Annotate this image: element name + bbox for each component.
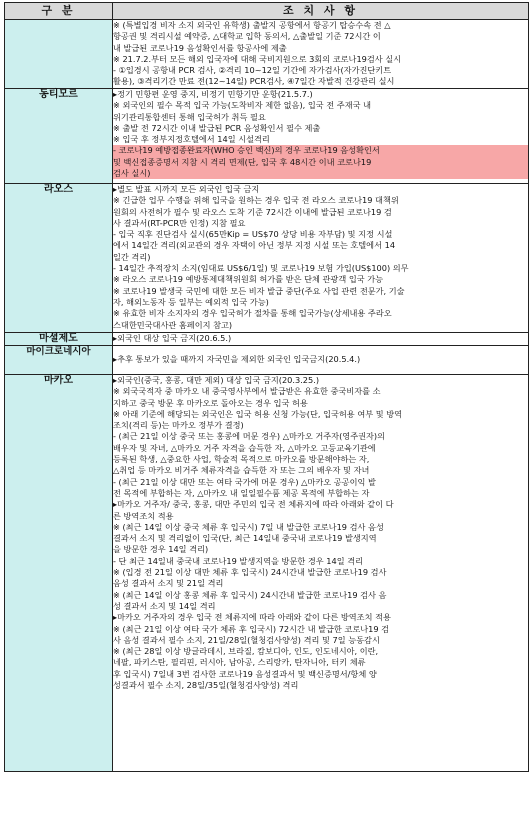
measure-line: 스대한민국대사관 홈페이지 참고) [113,319,233,330]
measure-line: 사 결과서(RT-PCR만 인정) 지참 필요 [113,217,246,228]
measure-line: ※ 긴급한 업무 수행을 위해 입국을 원하는 경우 입국 전 라오스 코로나19 대책위 [113,195,399,206]
measure-line: 위기관리통합센터 통해 입국허가 취득 필요 [113,111,266,122]
measure-line: 네팔, 파키스탄, 필리핀, 러시아, 남아공, 스리랑카, 탄자니아, 터키 체류 [113,657,366,668]
measure-line: 항공권 및 격리시설 예약증, △대학교 입학 동의서, △출발일 기준 72시간 이 [113,31,381,42]
measures-cell-east-timor [113,89,529,184]
measures-cell [113,20,529,89]
measures-table [4,2,529,772]
measure-line: △취업 등 마카오 비거주 체류자격을 습득한 자 또는 그의 배우자 및 자녀 [113,465,370,476]
measure-line: - 14일간 추적장치 소지(임대료 US$6/1일) 및 코로나19 보험 가입(US$100) 의무 [113,263,409,274]
measure-line: ▸마카오 거주자의 경우 입국 전 체류지에 따라 아래와 같이 다른 방역조치 적용 [113,612,391,623]
country-cell-east-timor: 동티모르 [5,89,113,184]
measure-line: 음성 결과서 소지 및 21일 격리 [113,578,224,589]
measure-line: ※ (특별입경 비자 소지 외국인 유학생) 출발지 공항에서 항공기 탑승수속 전 △ [113,20,391,30]
measure-line: 른 방역조치 적용 [113,510,174,521]
country-cell-laos: 라오스 [5,184,113,333]
measure-line: - 단 최근 14일내 중국내 코로나19 발생지역을 방문한 경우 14일 격리 [113,555,364,566]
measure-line: ▸외국인(중국, 홍콩, 대만 제외) 대상 입국 금지(20.3.25.) [113,375,320,385]
measures-cell-laos [113,184,529,333]
measure-line: 원회의 사전허가 필수 및 라오스 도착 기준 72시간 이내에 발급된 코로나19 검 [113,206,392,217]
measure-line: 조치(격리 등)는 마카오 정부가 결정) [113,420,244,431]
measure-line: - 입국 직후 진단검사 실시(65만Kip = US$70 상당 비용 자부담) 및 지정 시설 [113,229,393,240]
row-laos [5,184,529,333]
measure-line: ※ 출발 전 72시간 이내 발급된 PCR 음성확인서 필수 제출 [113,122,321,133]
measure-line: ※ 아래 기준에 해당되는 외국인은 입국 허용 신청 가능(단, 입국허용 여부 및 방역 [113,408,403,419]
measure-line: - (최근 21일 이상 중국 또는 홍콩에 머문 경우) △마카오 거주자(영주권자)의 [113,431,386,442]
measure-line: ※ 코로나19 발생국 국민에 대한 모든 비자 발급 중단(주요 사업 관련 전문가, 기술 [113,285,405,296]
measure-line: 자, 해외노동자 등 일부는 예외적 입국 가능) [113,296,269,307]
measure-line: ※ 입국 후 정부지정호텔에서 14일 시설격리 [113,134,270,145]
row-micronesia [5,346,529,375]
measure-line: 전 목적에 부합하는 자, △마카오 내 일일필수품 제공 목적에 부합하는 자 [113,487,370,498]
measure-line: 등록된 학생, △중요한 사업, 학술적 목적으로 마카오를 방문해야하는 자, [113,454,370,465]
measure-line: ※ (입경 전 21일 이상 대만 체류 후 입국시) 24시간내 발급한 코로나19 검사 [113,567,387,578]
measure-line: 성 결과서 소지 및 14일 격리 [113,600,216,611]
measure-line: ※ (최근 21일 이상 여타 국가 체류 후 입국시) 72시간 내 발급한 코로나19 검 [113,623,390,634]
country-cell-marshall-islands: 마셜제도 [5,333,113,346]
measure-line: ▸추후 통보가 있을 때까지 자국민을 제외한 외국인 입국금지(20.5.4.) [113,354,361,365]
measures-cell-micronesia [113,346,529,375]
measure-line: 사 음성 결과서 필수 소지, 21일/28일(혈청검사양성) 격리 및 7일 능동감시 [113,634,380,645]
measure-line: ▸정기 민항편 운영 중지, 비정기 민항기만 운항(21.5.7.) [113,89,313,99]
measure-line: 내 발급된 코로나19 음성확인서를 항공사에 제출 [113,42,287,53]
measure-line: 성결과서 필수 소지, 28일/35일(혈청검사양성) 격리 [113,680,299,691]
country-cell-micronesia: 마이크로네시아 [5,346,113,375]
measure-line: ※ (최근 14일 이상 홍콩 체류 후 입국시) 24시간내 발급한 코로나19 검사 음 [113,589,387,600]
header-measures: 조 치 사 항 [113,3,529,20]
row-marshall-islands [5,333,529,346]
measure-line: ※ 외국국적자 중 마카오 내 중국영사부에서 발급받은 유효한 중국비자를 소 [113,386,381,397]
measure-line: ▸마카오 거주자/ 중국, 홍콩, 대만 주민의 입국 전 체류지에 따라 아래와 같이 다 [113,499,394,510]
row-macao [5,375,529,772]
measure-line: ※ 외국인의 필수 목적 입국 가능(도착비자 제한 없음), 입국 전 주재국 내 [113,100,372,111]
measures-cell-marshall-islands [113,333,529,346]
measure-line: 에서 14일간 격리(외교관의 경우 자택이 아닌 정부 지정 시설 또는 호텔에서 14 [113,240,396,251]
measure-line: 활용), ③격리기간 만료 전(12~14일) PCR검사, ④7일간 자발적 건강관리 실시 [113,76,395,87]
measure-line: ▸별도 발표 시까지 모든 외국인 입국 금지 [113,184,260,194]
measure-line: ※ (최근 28일 이상 방글라데시, 브라질, 캄보디아, 인도, 인도네시아, 이란, [113,646,379,657]
country-cell-macao: 마카오 [5,375,113,772]
measure-line: 배우자 및 자녀, △마카오 거주 자격을 습득한 자, △마카오 고등교육기관에 [113,442,376,453]
highlighted-measure-line: 및 백신접종증명서 지참 시 격리 면제(단, 입국 후 48시간 이내 코로나19 [113,157,528,168]
row-east-timor [5,89,529,184]
measure-line: ※ 21.7.2.부터 모든 해외 입국자에 대해 국비지원으로 3회의 코로나19검사 실시 [113,53,402,64]
measure-line: ※ 유효한 비자 소지자의 경우 입국허가 절차를 통해 입국가능(상세내용 주라오 [113,308,392,319]
country-cell [5,20,113,89]
measure-line: 결과서 소지 및 격리없이 입국(단, 최근 14일내 중국내 코로나19 발생지역 [113,533,377,544]
measure-line: - (최근 21일 이상 대만 또는 여타 국가에 머문 경우) △마카오 공공이익 발 [113,476,376,487]
measure-line: 후 입국시) 7일내 3번 검사한 코로나19 음성결과서 및 백신증명서/항체 양 [113,668,377,679]
measures-cell-macao [113,375,529,772]
highlighted-measure-line: 검사 실시) [113,168,528,179]
measure-line: ▸외국인 대상 입국 금지(20.6.5.) [113,333,232,343]
row-previous [5,20,529,89]
measure-line: - ①입경시 공항내 PCR 검사, ②격리 10~12일 기간에 자가검사(자가진단키트 [113,65,392,76]
highlighted-measure-line: - 코로나19 예방접종완료자(WHO 승인 백신)의 경우 코로나19 음성확인서 [113,145,528,156]
header-category: 구 분 [5,3,113,20]
measure-line: ※ 라오스 코로나19 예방통제대책위원회 허가를 받은 단체 관광객 입국 가능 [113,274,384,285]
measure-line: 일간 격리) [113,251,151,262]
measure-line: 지하고 중국 방문 후 마카오로 돌아오는 경우 입국 허용 [113,397,308,408]
measure-line: ※ (최근 14일 이상 중국 체류 후 입국시) 7일 내 발급한 코로나19 검사 음성 [113,521,384,532]
measure-line: 을 방문한 경우 14일 격리) [113,544,209,555]
